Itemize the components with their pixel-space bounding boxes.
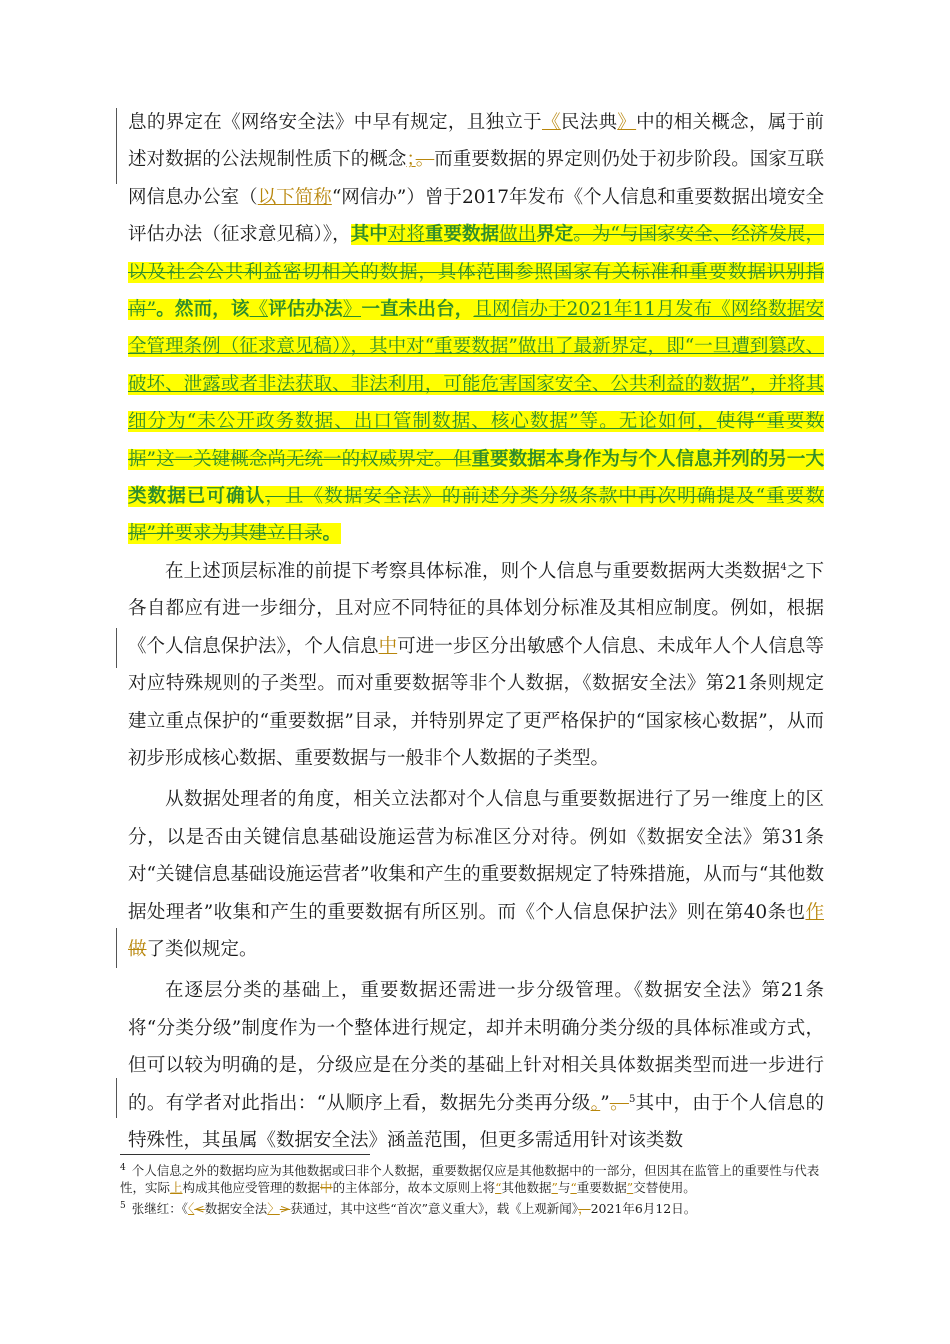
tracked-insertion: 做出 [499,224,537,246]
text-run: 重要数据 [576,1180,627,1196]
footnotes [120,1160,830,1219]
text-run: 交替使用。 [633,1180,696,1196]
change-bar [116,628,117,668]
text-run: 的主体部分，故本文原则上将 [332,1180,496,1196]
text-run: 其他数据 [501,1180,552,1196]
text-run: 之下各自都应有进一步细分，且对应不同特征的具体划分标准及其相应制度。例如，根据《个人信息保护法》，个人信息 [128,560,824,657]
change-bar [116,108,117,148]
text-run: 其中，由于个人信息的特殊性，其虽属《数据安全法》涵盖范围，但更多需适用针对该类数 [128,1092,824,1151]
body-text [128,104,824,1159]
text-run: 个人信息之外的数据均应为其他数据或曰非个人数据，重要数据仅应是其他数据中的一部分，但因其在监管上的重要性与代表性，实际 [120,1163,820,1196]
footnote-separator [120,1154,370,1155]
tracked-insertion: 。 [590,1092,601,1114]
change-bar [116,144,117,184]
highlighted-text: 。 [322,523,341,545]
tracked-deletion: 。 [609,1092,629,1114]
text-run: 数据安全法 [204,1201,268,1217]
text-run: 民法典 [560,112,618,133]
tracked-insertion: 》 [342,299,362,321]
change-bar [116,928,117,968]
tracked-insertion: 上 [170,1180,183,1196]
text-run: 在上述顶层标准的前提下考察具体标准，则个人信息与重要数据两大类数据 [165,560,781,582]
text-run: 息的界定在《网络安全法》中早有规定，且独立于 [128,112,542,133]
text-run: “网信办”）曾于2017年发布《个人信息和重要数据出境安全评估办法（征求意见稿）》， [128,186,824,246]
text-run: 获通过，其中这些“首次”意义重大》，载《上观新闻》 [290,1201,579,1217]
text-run: 了类似规定。 [146,938,258,960]
highlighted-text: 其中 [350,224,388,246]
paragraph-grading [128,972,824,1159]
tracked-insertion: 《 [541,112,561,133]
tracked-insertion: 作 [805,901,824,923]
tracked-deletion: ，且《数据安全法》的前述分类分级条款中再次明确提及“重要数据”并要求为其建立目录 [128,486,824,545]
text-run: ” [600,1092,610,1114]
paragraph-important-data-definition [128,104,824,553]
tracked-insertion: ” [626,1180,634,1196]
text-run: 在逐层分类的基础上，重要数据还需进一步分级管理。《数据安全法》第21条将“分类分级”制度作为一个整体进行规定，却并未明确分类分级的具体标准或方式，但可以较为明确的是，分级应是在分类的基础上针对相关具体数据类型而进一步进行的。有学者对此指出：“从顺序上看，数据先分类再分级 [128,980,824,1114]
tracked-deletion: ， [578,1201,591,1217]
highlighted-text: 重要数据本身作为与个人信息并列的另一大类数据已可确认 [128,448,824,508]
tracked-insertion: 》 [617,112,637,133]
highlighted-text: 界定 [536,224,574,246]
footnote-ref[interactable]: 4 [780,561,787,573]
text-run: 可进一步区分出敏感个人信息、未成年人个人信息等对应特殊规则的子类型。而对重要数据等非个人数据，《数据安全法》第21条则规定建立重点保护的“重要数据”目录，并特别界定了更严格保护的“国家核心数据”，从而初步形成核心数据、重要数据与一般非个人数据的子类型。 [128,635,824,769]
tracked-insertion: 对将 [387,224,425,246]
tracked-insertion: 《 [249,299,269,321]
paragraph-specific-standards [128,553,824,777]
tracked-deletion: 。为“与国家安全、经济发展，以及社会公共利益密切相关的数据，具体范围参照国家有关标准和重要数据识别指南” [128,224,824,321]
tracked-insertion: ” [551,1180,558,1196]
text-run: 张继红：《 [131,1201,188,1217]
tracked-insertion: “ [570,1180,577,1196]
tracked-insertion: 〉 [267,1201,280,1217]
text-run: 而重要数据的界定则仍处于初步阶段。国家互联网信息办公室（ [128,149,824,208]
tracked-deletion: > [279,1201,291,1217]
highlighted-text: 重要数据 [424,224,500,246]
tracked-insertion: “ [495,1180,502,1196]
text-run: 从数据处理者的角度，相关立法都对个人信息与重要数据进行了另一维度上的区分，以是否由关键信息基础设施运营为标准区分对待。例如《数据安全法》第31条对“关键信息基础设施运营者”收集和产生的重要数据规定了特殊措施，从而与“其他数据处理者”收集和产生的重要数据有所区别。而《个人信息保护法》则在第40条也 [128,789,824,923]
text-run: 中的相关概念，属于前述对数据的公法规制性质下的概念 [128,112,824,171]
change-bar [116,1078,117,1118]
text-run: 2021年6月12日。 [590,1201,697,1217]
footnote-ref[interactable]: 5 [628,1093,636,1105]
tracked-insertion: 中 [378,635,398,657]
tracked-insertion: 〈 [188,1201,195,1217]
tracked-deletion: 做 [128,938,147,960]
text-run: 与 [557,1180,571,1196]
text-run: 构成其他应受管理的数据 [182,1180,321,1196]
footnote-number: 4 [120,1163,126,1173]
highlighted-text: 评估办法 [268,299,343,321]
tracked-deletion: < [194,1201,205,1217]
footnote-5 [120,1198,830,1217]
tracked-deletion: 。 [415,149,435,171]
highlighted-text: 一直未出台， [361,299,474,321]
tracked-insertion: 以下简称 [257,186,332,208]
footnote-4 [120,1160,830,1196]
tracked-deletion: 中 [320,1180,333,1196]
paragraph-data-processor [128,781,824,968]
footnote-number: 5 [120,1201,126,1212]
tracked-deletion: 使得“重要数据”这一关键概念尚无统一的权威界定。但 [128,411,824,470]
tracked-insertion: ； [406,149,416,171]
tracked-insertion: 且网信办于2021年11月发布《网络数据安全管理条例（征求意见稿）》，其中对“重要数据”做出了最新界定，即“一旦遭到篡改、破坏、泄露或者非法获取、非法利用，可能危害国家安全、公共利益的数据”，并将其细分为“未公开政务数据、出口管制数据、核心数据”等。无论如何， [128,299,824,433]
highlighted-text: 。然而，该 [156,299,250,321]
